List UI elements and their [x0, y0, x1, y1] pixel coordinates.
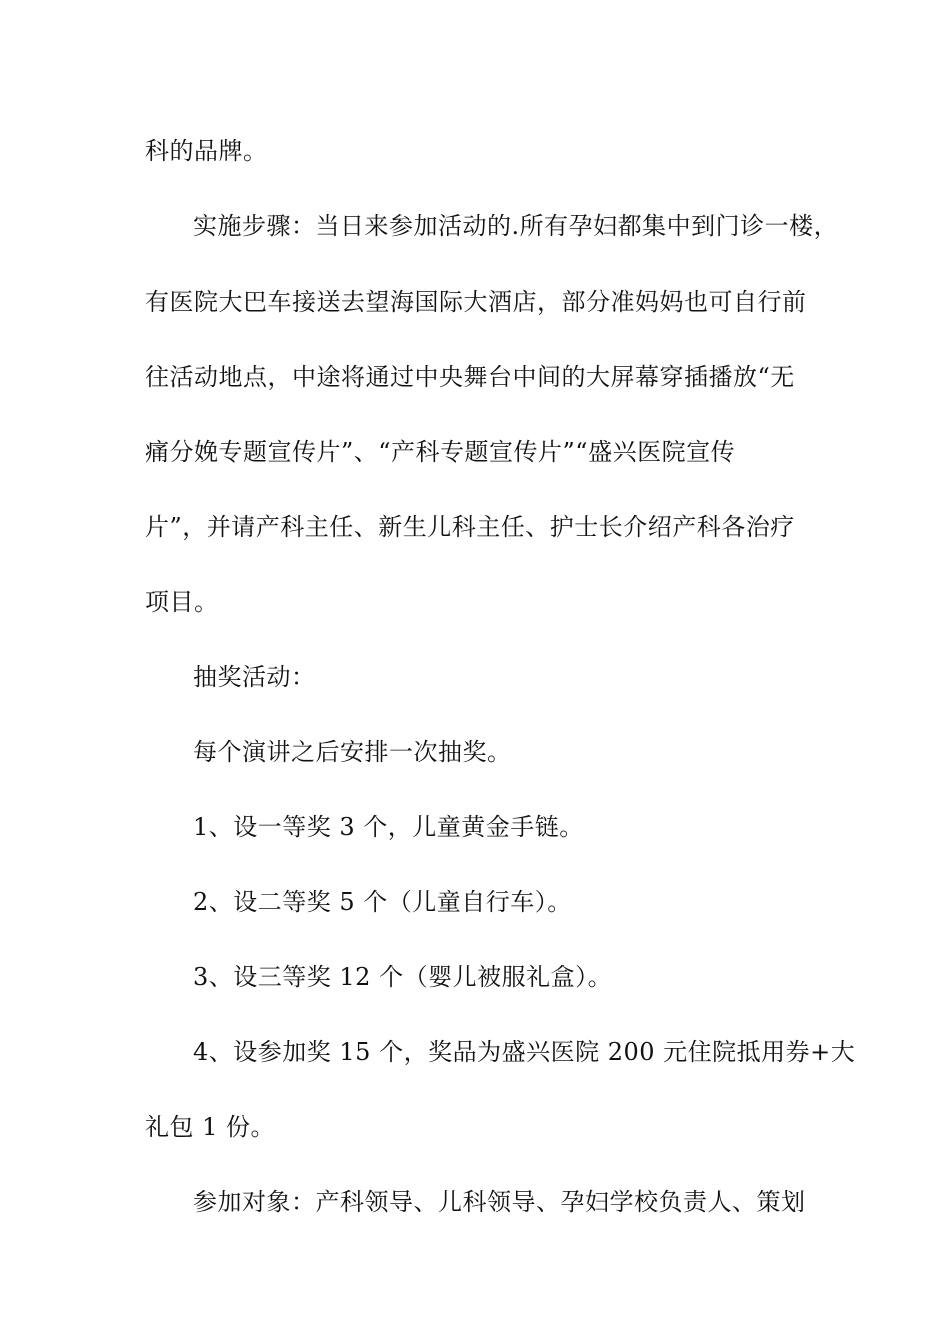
- section-heading: 抽奖活动：: [193, 663, 316, 691]
- list-item: 4、设参加奖 15 个，奖品为盛兴医院 200 元住院抵用券+大: [193, 1038, 856, 1066]
- paragraph-line: 有医院大巴车接送去望海国际大酒店，部分准妈妈也可自行前: [145, 288, 807, 316]
- paragraph-line: 痛分娩专题宣传片”、“产科专题宣传片”“盛兴医院宣传: [145, 438, 736, 466]
- paragraph-line: 项目。: [145, 588, 219, 616]
- list-item: 1、设一等奖 3 个，儿童黄金手链。: [193, 813, 584, 841]
- paragraph-line: 参加对象：产科领导、儿科领导、孕妇学校负责人、策划: [193, 1188, 806, 1216]
- paragraph-line: 实施步骤：当日来参加活动的.所有孕妇都集中到门诊一楼，: [193, 212, 839, 240]
- paragraph-line: 科的品牌。: [145, 137, 268, 165]
- list-item-continuation: 礼包 1 份。: [145, 1113, 276, 1141]
- paragraph-line: 每个演讲之后安排一次抽奖。: [193, 738, 512, 766]
- paragraph-line: 往活动地点，中途将通过中央舞台中间的大屏幕穿插播放“无: [145, 363, 795, 391]
- list-item: 2、设二等奖 5 个（儿童自行车）。: [193, 888, 572, 916]
- paragraph-line: 片”，并请产科主任、新生儿科主任、护士长介绍产科各治疗: [145, 513, 795, 541]
- list-item: 3、设三等奖 12 个（婴儿被服礼盒）。: [193, 963, 613, 991]
